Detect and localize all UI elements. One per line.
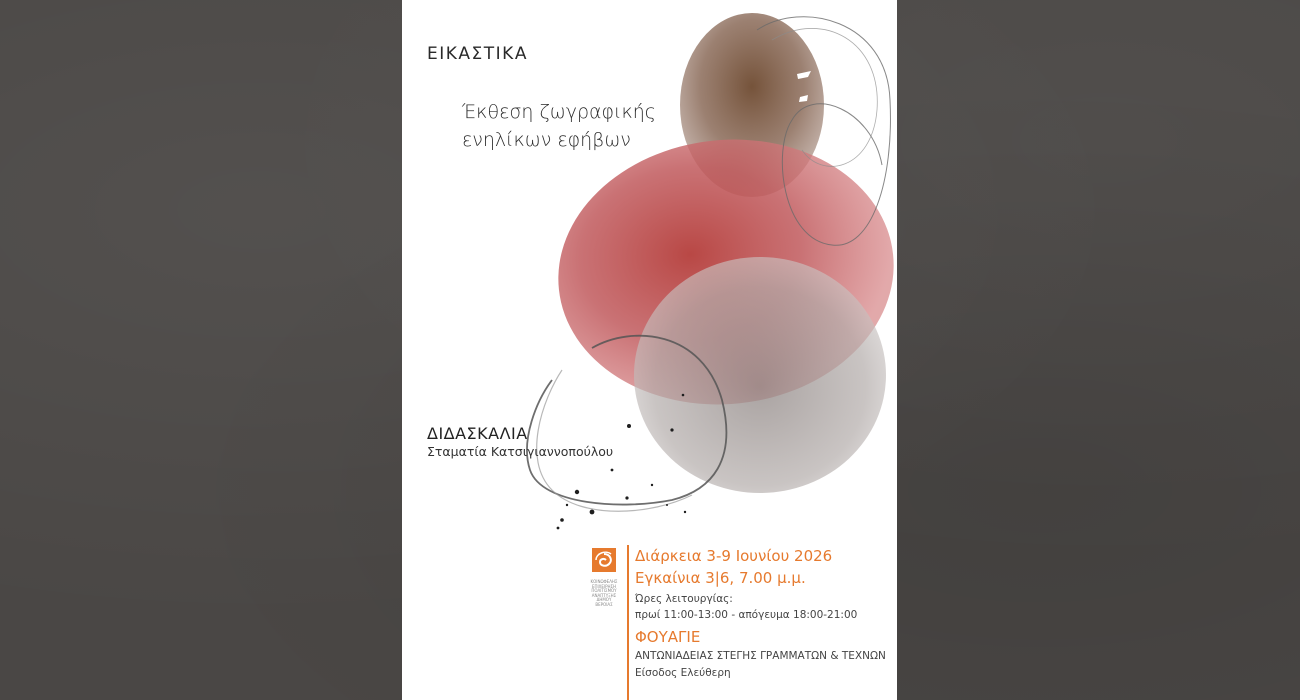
accent-divider (627, 545, 629, 700)
title-line-2: ενηλίκων εφήβων (462, 129, 631, 151)
hours-text: πρωί 11:00-13:00 - απόγευμα 18:00-21:00 (635, 609, 858, 621)
venue-full-name: ΑΝΤΩΝΙΑΔΕΙΑΣ ΣΤΕΓΗΣ ΓΡΑΜΜΑΤΩΝ & ΤΕΧΝΩΝ (635, 650, 886, 662)
exhibition-title (462, 98, 656, 154)
entrance-text: Είσοδος Ελεύθερη (635, 667, 731, 679)
venue-title: ΦΟΥΑΓΙΕ (635, 628, 701, 646)
title-line-1: Έκθεση ζωγραφικής (462, 101, 656, 123)
teacher-name: Σταματία Κατσιγιαννοπούλου (427, 444, 614, 459)
hours-label: Ώρες λειτουργίας: (635, 593, 733, 605)
poster (402, 0, 897, 700)
spiral-logo-icon (584, 548, 624, 574)
organizer-logo (584, 548, 624, 608)
event-info (635, 545, 886, 682)
logo-caption: ΚΟΙΝΩΦΕΛΗΣ ΕΠΙΧΕΙΡΗΣΗ ΠΟΛΙΤΙΣΜΟΥ ΑΝΑΠΤΥΞΗΣ ΔΗΜΟΥ ΒΕΡΟΙΑΣ (590, 579, 618, 607)
grey-wash-shape (634, 257, 886, 493)
duration-text: Διάρκεια 3-9 Ιουνίου 2026 (635, 547, 833, 565)
category-label: ΕΙΚΑΣΤΙΚΑ (427, 44, 528, 64)
opening-text: Εγκαίνια 3|6, 7.00 μ.μ. (635, 569, 806, 587)
teaching-label: ΔΙΔΑΣΚΑΛΙΑ (427, 424, 528, 443)
